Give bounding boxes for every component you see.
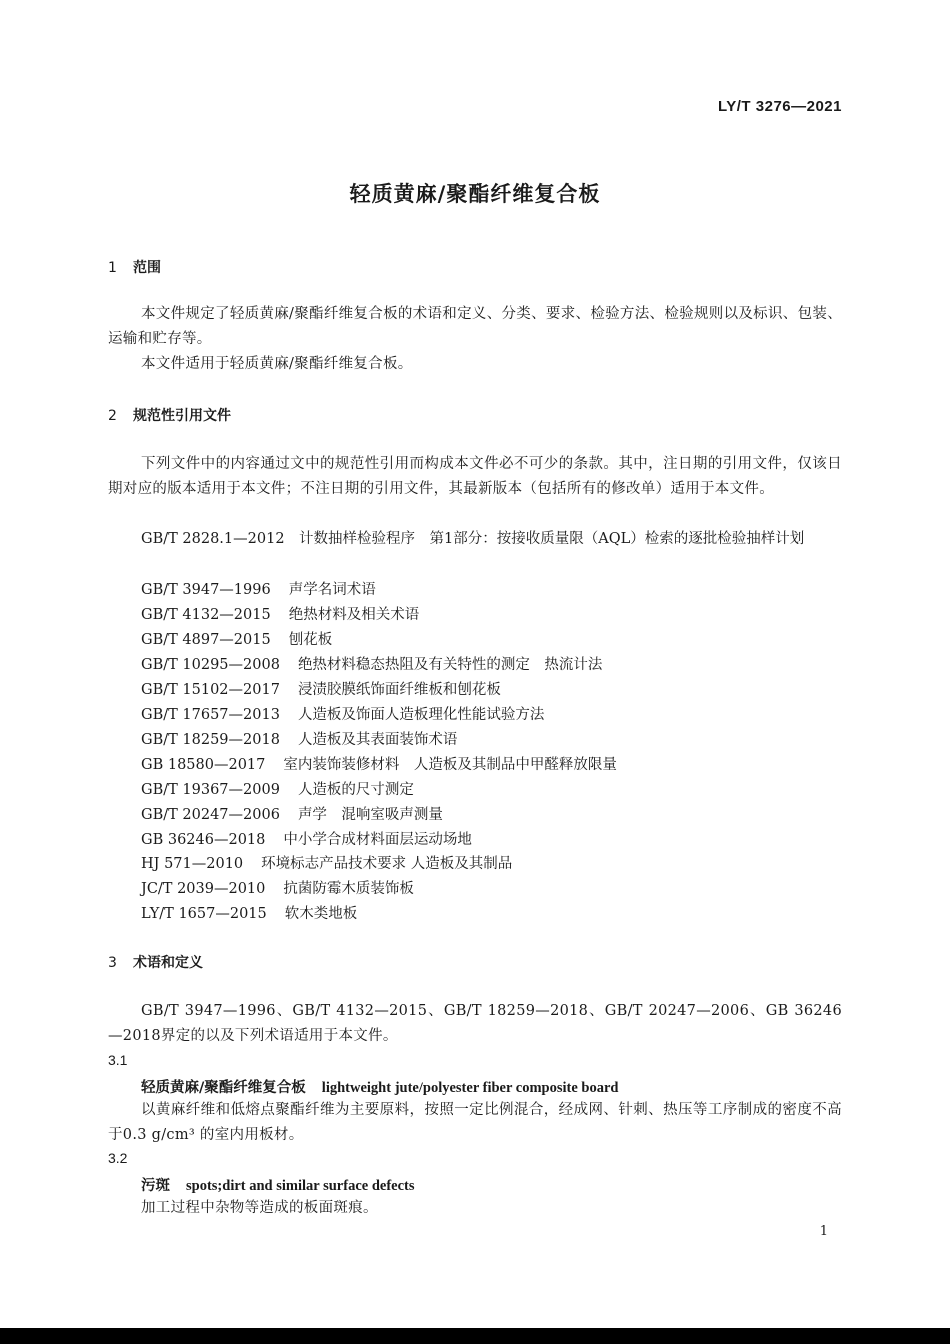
terms-intro: GB/T 3947—1996、GB/T 4132—2015、GB/T 18259—2018、GB/T 20247—2006、GB 36246—2018界定的以及下列术语适用于本文件。 <box>108 1003 842 1044</box>
reference-code: GB/T 20247—2006 <box>141 807 280 823</box>
section-title: 范围 <box>133 260 161 276</box>
reference-name: 环境标志产品技术要求 人造板及其制品 <box>261 856 513 872</box>
reference-item <box>141 728 457 749</box>
reference-name: 人造板及饰面人造板理化性能试验方法 <box>297 707 545 723</box>
reference-name: 声学名词术语 <box>288 582 376 598</box>
reference-item <box>141 578 376 599</box>
term-definition: 以黄麻纤维和低熔点聚酯纤维为主要原料，按照一定比例混合，经成网、针刺、热压等工序制成的密度不高于0.3 g/cm³ 的室内用板材。 <box>108 1102 842 1143</box>
reference-code: GB/T 17657—2013 <box>141 707 280 723</box>
reference-code: GB 36246—2018 <box>141 832 266 848</box>
reference-name: 声学 混响室吸声测量 <box>297 807 443 823</box>
reference-code: GB/T 18259—2018 <box>141 732 280 748</box>
reference-name: 软木类地板 <box>284 906 358 922</box>
reference-item <box>141 778 414 799</box>
reference-name: 绝热材料及相关术语 <box>288 607 420 623</box>
scope-paragraph-2: 本文件适用于轻质黄麻/聚酯纤维复合板。 <box>141 356 413 372</box>
section-number: 1 <box>108 260 117 276</box>
section-title: 规范性引用文件 <box>133 408 231 424</box>
reference-item <box>141 703 544 724</box>
term-number: 3.1 <box>108 1052 128 1068</box>
reference-code: JC/T 2039—2010 <box>141 881 266 897</box>
reference-item <box>141 653 602 674</box>
reference-name: 绝热材料稳态热阻及有关特性的测定 热流计法 <box>297 657 603 673</box>
reference-item <box>141 877 414 898</box>
reference-item: GB/T 2828.1—2012 计数抽样检验程序 第1部分：按接收质量限（AQL）检索的逐批检验抽样计划 <box>141 531 805 547</box>
term-chinese: 轻质黄麻/聚酯纤维复合板 <box>141 1080 306 1096</box>
reference-item <box>141 753 617 774</box>
reference-item <box>141 678 501 699</box>
term-english: spots;dirt and similar surface defects <box>186 1178 415 1194</box>
reference-name: 室内装饰装修材料 人造板及其制品中甲醛释放限量 <box>283 757 617 773</box>
term-chinese: 污斑 <box>141 1178 170 1194</box>
reference-code: GB/T 15102—2017 <box>141 682 280 698</box>
section-number: 3 <box>108 955 117 971</box>
reference-code: GB 18580—2017 <box>141 757 266 773</box>
reference-item <box>141 852 512 873</box>
reference-code: GB/T 19367—2009 <box>141 782 280 798</box>
reference-code: GB/T 10295—2008 <box>141 657 280 673</box>
references-intro: 下列文件中的内容通过文中的规范性引用而构成本文件必不可少的条款。其中，注日期的引用文件，仅该日期对应的版本适用于本文件；不注日期的引用文件，其最新版本（包括所有的修改单）适用于本文件。 <box>108 456 842 497</box>
reference-name: 刨花板 <box>288 632 333 648</box>
document-code: LY/T 3276—2021 <box>717 98 842 115</box>
reference-name: 中小学合成材料面层运动场地 <box>283 832 472 848</box>
page-number: 1 <box>819 1224 828 1239</box>
reference-code: HJ 571—2010 <box>141 856 244 872</box>
section-heading-references <box>108 405 231 425</box>
reference-name: 浸渍胶膜纸饰面纤维板和刨花板 <box>297 682 501 698</box>
term-definition: 加工过程中杂物等造成的板面斑痕。 <box>141 1200 378 1216</box>
section-title: 术语和定义 <box>133 955 203 971</box>
term-heading <box>141 1076 618 1097</box>
section-heading-scope <box>108 257 161 277</box>
section-number: 2 <box>108 408 117 424</box>
scope-paragraph-1: 本文件规定了轻质黄麻/聚酯纤维复合板的术语和定义、分类、要求、检验方法、检验规则以及标识、包装、运输和贮存等。 <box>108 306 842 347</box>
reference-item <box>141 603 419 624</box>
reference-name: 人造板及其表面装饰术语 <box>297 732 458 748</box>
term-heading <box>141 1174 415 1195</box>
reference-code: GB/T 4897—2015 <box>141 632 271 648</box>
reference-name: 人造板的尺寸测定 <box>297 782 414 798</box>
reference-item <box>141 902 357 923</box>
reference-item <box>141 628 332 649</box>
term-number: 3.2 <box>108 1150 128 1166</box>
reference-item <box>141 803 443 824</box>
term-english: lightweight jute/polyester fiber composite board <box>321 1080 619 1096</box>
reference-code: LY/T 1657—2015 <box>141 906 267 922</box>
reference-item <box>141 828 472 849</box>
reference-name: 抗菌防霉木质装饰板 <box>283 881 414 897</box>
section-heading-terms <box>108 952 203 972</box>
bottom-bar <box>0 1328 950 1344</box>
reference-code: GB/T 4132—2015 <box>141 607 271 623</box>
reference-code: GB/T 3947—1996 <box>141 582 271 598</box>
document-title: 轻质黄麻/聚酯纤维复合板 <box>349 182 601 206</box>
